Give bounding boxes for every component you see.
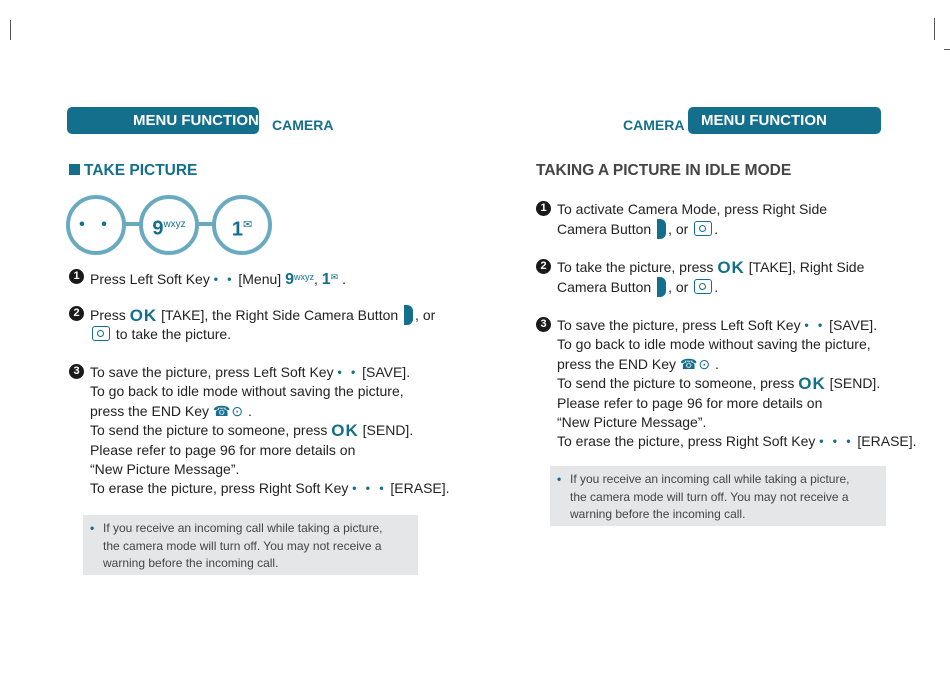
take-picture-heading [69, 162, 197, 180]
step-text: [Menu] [238, 271, 282, 287]
step-text: “New Picture Message”. [90, 461, 240, 478]
key-9-label: 9 [152, 217, 164, 240]
left-soft-key-icon: • • [79, 216, 113, 233]
camera-key-icon [694, 221, 712, 236]
step-text: Press [90, 307, 126, 323]
side-camera-button-icon [657, 219, 666, 239]
key-9-circle [139, 195, 199, 255]
step-text: , or [668, 279, 689, 296]
step-text: To send the picture to someone, press [557, 375, 795, 392]
step-text: , or [668, 221, 689, 238]
ok-key-icon: OK [129, 306, 158, 325]
key-1-icon [216, 199, 268, 251]
bullet-icon: • [90, 521, 95, 535]
note-text: the camera mode will turn off. You may not receive a [570, 489, 849, 504]
step-text: To save the picture, press Left Soft Key [90, 364, 334, 380]
right-soft-key-icon: • • • [819, 434, 854, 449]
menu-function-tab-right: MENU FUNCTION [688, 107, 881, 134]
step-text: Please refer to page 96 for more details on [90, 441, 356, 458]
key-1-icon [322, 271, 338, 288]
step-number-3: 3 [536, 317, 551, 332]
step-text: Camera Button [557, 221, 652, 238]
step-text: [SAVE]. [362, 364, 411, 380]
step-text: [SEND]. [362, 422, 414, 439]
right-note-box [550, 466, 886, 526]
step-text: [TAKE], Right Side [748, 259, 865, 275]
left-step-2 [69, 305, 435, 345]
crop-mark-left [10, 20, 11, 40]
side-camera-button-icon [657, 277, 666, 297]
step-text: To go back to idle mode without saving the picture, [557, 336, 871, 353]
key-9-sub: wxyz [163, 219, 186, 230]
key-1-sub: ✉ [330, 272, 339, 282]
crop-mark-right [934, 18, 935, 40]
note-text: If you receive an incoming call while taking a picture, [570, 472, 850, 486]
note-text: warning before the incoming call. [103, 556, 279, 570]
step-text: [SEND]. [829, 375, 881, 392]
right-soft-key-icon: • • • [352, 481, 387, 496]
ok-key-icon: OK [798, 374, 826, 394]
step-text: Camera Button [557, 279, 652, 296]
key-9-icon [285, 271, 314, 288]
camera-key-icon [92, 326, 110, 341]
note-text: If you receive an incoming call while taking a picture, [103, 521, 383, 535]
key-9-sub: wxyz [293, 272, 314, 282]
step-text: press the END Key [90, 402, 210, 419]
ok-key-icon: OK [717, 258, 745, 277]
step-text: to take the picture. [115, 326, 232, 343]
step-text: , or [415, 307, 436, 323]
step-text: [TAKE], the Right Side Camera Button [161, 307, 399, 323]
bullet-icon: • [557, 472, 562, 486]
step-text: To send the picture to someone, press [90, 422, 328, 439]
step-text: press the END Key [557, 355, 677, 372]
key-1-label: 1 [231, 218, 243, 241]
step-number-3: 3 [69, 364, 84, 379]
heading-square-icon [69, 164, 80, 175]
key-1-circle [212, 195, 272, 255]
step-text: To go back to idle mode without saving the picture, [90, 383, 404, 400]
left-soft-key-icon: • • [337, 365, 359, 379]
step-text: “New Picture Message”. [557, 414, 707, 431]
soft-key-circle [66, 195, 126, 255]
key-1-label: 1 [321, 271, 331, 288]
ok-key-icon: OK [331, 421, 359, 441]
end-key-icon: ☎⊙ [679, 355, 712, 372]
side-camera-button-icon [404, 305, 413, 325]
right-step-1: 1 To activate Camera Mode, press Right Side Camera Button , or . [536, 200, 827, 240]
camera-key-icon [694, 279, 712, 294]
step-number-2: 2 [536, 259, 551, 274]
left-note-box [83, 515, 418, 575]
left-step-3: 3 To save the picture, press Left Soft Key • • [SAVE]. To go back to idle mode without saving the picture, press the END Key ☎⊙ . To send the picture to someone, press OK [SEND]. Please refer to page 96 for more details on “New Picture Message”. To erase the picture, press Right Soft Key • • • [ERASE]. [69, 363, 450, 499]
taking-picture-idle-heading: TAKING A PICTURE IN IDLE MODE [536, 162, 792, 179]
step-text: [ERASE]. [857, 433, 917, 450]
step-text: Press Left Soft Key [90, 271, 210, 287]
camera-section-label-left: CAMERA [272, 117, 334, 133]
step-text: To erase the picture, press Right Soft Key [557, 433, 816, 450]
step-number-1: 1 [536, 201, 551, 216]
note-text: the camera mode will turn off. You may not receive a [103, 538, 382, 553]
left-soft-key-icon: • • [804, 318, 826, 332]
step-text: To activate Camera Mode, press Right Side [557, 201, 828, 217]
step-text: To erase the picture, press Right Soft Key [90, 480, 349, 497]
step-text: [SAVE]. [829, 317, 878, 333]
step-text: To save the picture, press Left Soft Key [557, 317, 801, 333]
note-text: warning before the incoming call. [570, 507, 746, 521]
key-9-label: 9 [285, 271, 294, 288]
heading-text: TAKE PICTURE [84, 162, 198, 179]
step-text: Please refer to page 96 for more details on [557, 394, 823, 411]
step-number-2: 2 [69, 306, 84, 321]
right-step-2: 2 To take the picture, press OK [TAKE], Right Side Camera Button , or . [536, 258, 864, 298]
crop-mark-right-tick [944, 49, 950, 50]
camera-section-label-right: CAMERA [623, 117, 685, 133]
left-soft-key-icon: • • [213, 272, 235, 286]
step-text: To take the picture, press [557, 259, 714, 275]
menu-function-tab-left: MENU FUNCTION [67, 107, 259, 134]
right-step-3: 3 To save the picture, press Left Soft Key • • [SAVE]. To go back to idle mode without saving the picture, press the END Key ☎⊙ . To send the picture to someone, press OK [SEND]. Please refer to page 96 for more details on “New Picture Message”. To erase the picture, press Right Soft Key • • • [ERASE]. [536, 316, 917, 452]
left-step-1: 1 Press Left Soft Key • • [Menu] $9^{wxyz}$, 1✉ . [69, 268, 346, 289]
key-9-icon [143, 199, 195, 251]
step-number-1: 1 [69, 269, 84, 284]
key-1-sub: ✉ [242, 219, 253, 231]
step-text: [ERASE]. [390, 480, 450, 497]
end-key-icon: ☎⊙ [212, 402, 245, 419]
